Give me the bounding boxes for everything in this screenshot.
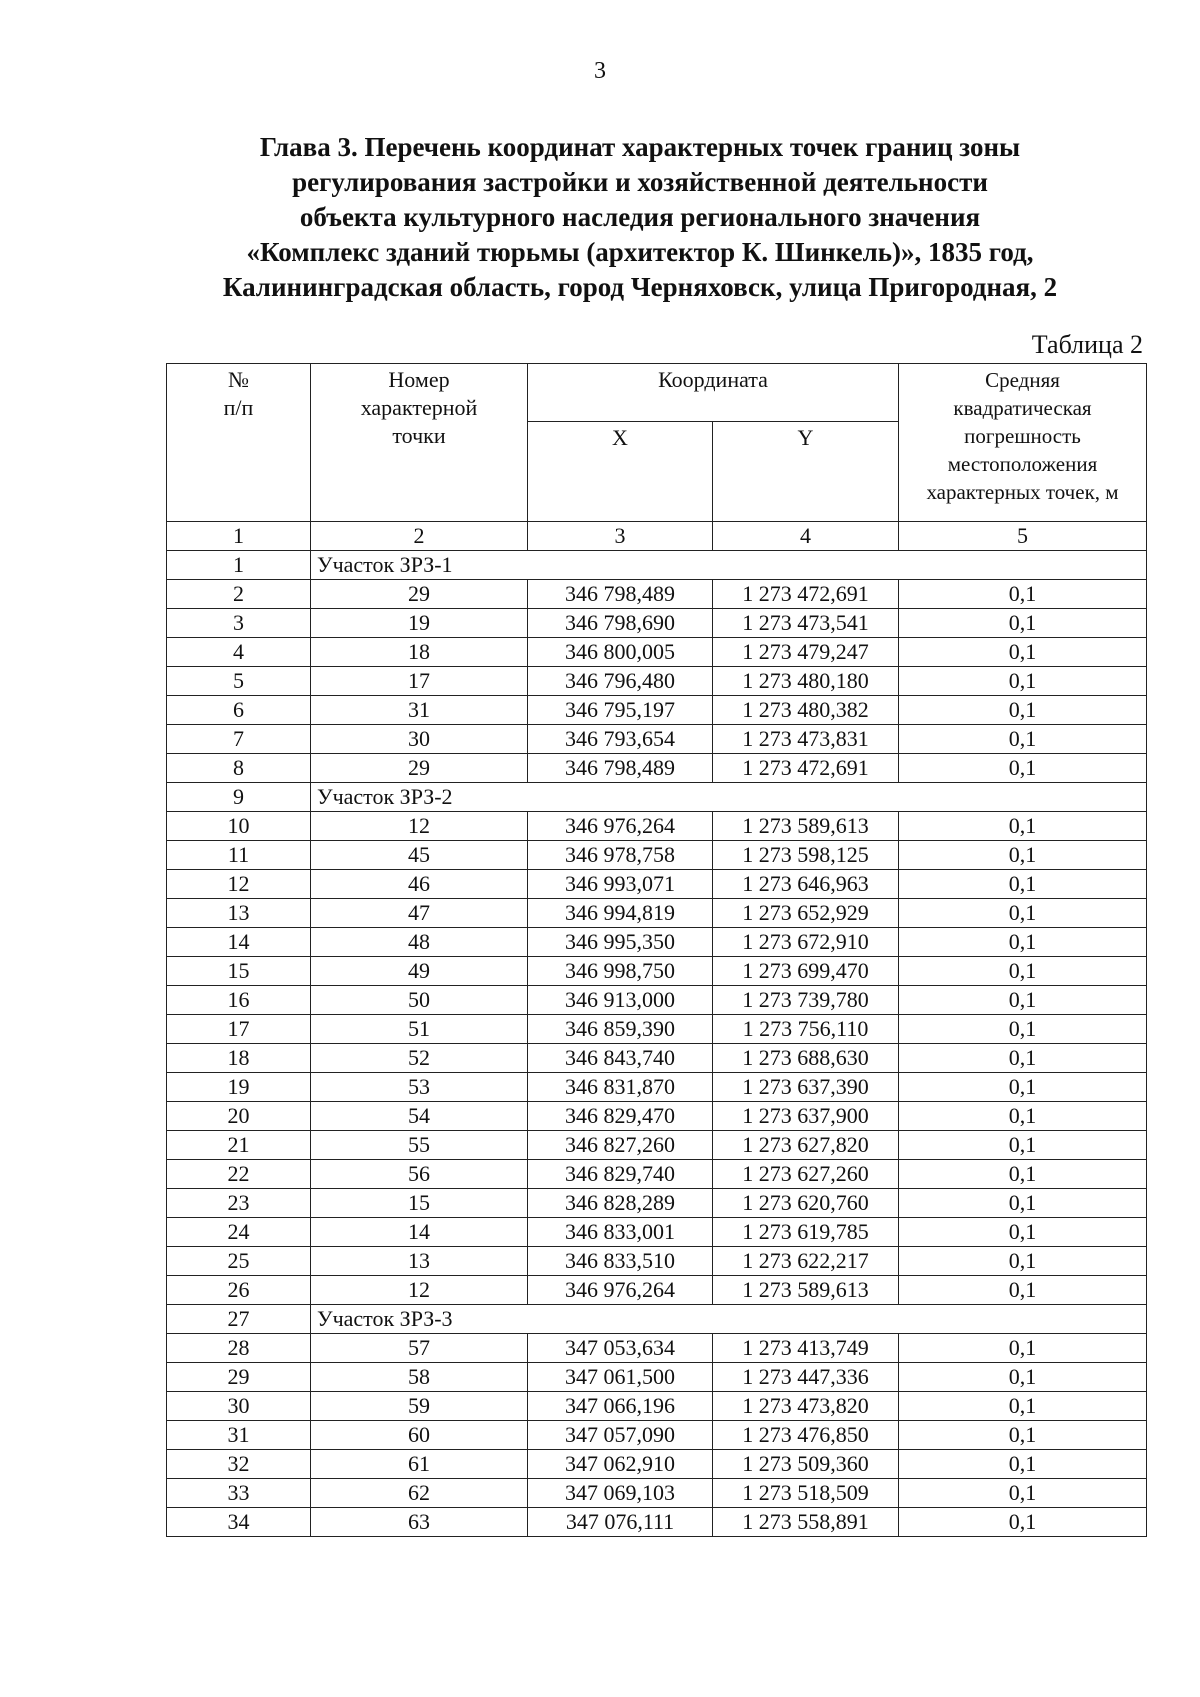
header-text: местоположения [947, 452, 1098, 476]
table-row [167, 957, 1147, 986]
y-coordinate-cell: 1 273 472,691 [713, 754, 899, 783]
error-cell: 0,1 [899, 1044, 1147, 1073]
row-number-cell: 1 [167, 551, 311, 580]
heading-line: Калининградская область, город Черняховск, улица Пригородная, 2 [222, 272, 1058, 302]
x-coordinate-cell: 346 798,489 [528, 754, 713, 783]
point-number-cell: 63 [311, 1508, 528, 1537]
point-number-cell: 31 [311, 696, 528, 725]
y-coordinate-cell: 1 273 589,613 [713, 812, 899, 841]
error-cell: 0,1 [899, 1363, 1147, 1392]
row-number-cell: 34 [167, 1508, 311, 1537]
x-coordinate-cell: 346 913,000 [528, 986, 713, 1015]
column-number: 4 [713, 522, 899, 551]
error-cell: 0,1 [899, 667, 1147, 696]
x-coordinate-cell: 347 069,103 [528, 1479, 713, 1508]
y-coordinate-cell: 1 273 479,247 [713, 638, 899, 667]
point-number-cell: 18 [311, 638, 528, 667]
error-cell: 0,1 [899, 899, 1147, 928]
x-coordinate-cell: 346 976,264 [528, 1276, 713, 1305]
point-number-cell: 57 [311, 1334, 528, 1363]
y-coordinate-cell: 1 273 622,217 [713, 1247, 899, 1276]
section-title-cell: Участок ЗРЗ-3 [311, 1305, 1147, 1334]
error-cell: 0,1 [899, 580, 1147, 609]
header-x: X [528, 421, 713, 521]
header-text: Номер [388, 367, 450, 392]
point-number-cell: 15 [311, 1189, 528, 1218]
x-coordinate-cell: 346 798,489 [528, 580, 713, 609]
table-row [167, 1218, 1147, 1247]
table-header [167, 364, 1147, 551]
row-number-cell: 25 [167, 1247, 311, 1276]
y-coordinate-cell: 1 273 518,509 [713, 1479, 899, 1508]
table-row [167, 1276, 1147, 1305]
table-row [167, 1073, 1147, 1102]
header-text: точки [392, 423, 446, 448]
row-number-cell: 4 [167, 638, 311, 667]
x-coordinate-cell: 346 833,510 [528, 1247, 713, 1276]
x-coordinate-cell: 346 828,289 [528, 1189, 713, 1218]
table-row [167, 1508, 1147, 1537]
x-coordinate-cell: 346 798,690 [528, 609, 713, 638]
y-coordinate-cell: 1 273 473,831 [713, 725, 899, 754]
header-text: характерной [360, 395, 478, 420]
y-coordinate-cell: 1 273 473,541 [713, 609, 899, 638]
y-coordinate-cell: 1 273 589,613 [713, 1276, 899, 1305]
point-number-cell: 58 [311, 1363, 528, 1392]
header-y: Y [713, 421, 899, 521]
y-coordinate-cell: 1 273 619,785 [713, 1218, 899, 1247]
table-row [167, 812, 1147, 841]
error-cell: 0,1 [899, 1102, 1147, 1131]
y-coordinate-cell: 1 273 480,180 [713, 667, 899, 696]
row-number-cell: 15 [167, 957, 311, 986]
table-row [167, 1363, 1147, 1392]
section-row [167, 783, 1147, 812]
page-number: 3 [594, 58, 606, 84]
table-row [167, 638, 1147, 667]
row-number-cell: 26 [167, 1276, 311, 1305]
table-row [167, 696, 1147, 725]
x-coordinate-cell: 346 800,005 [528, 638, 713, 667]
error-cell: 0,1 [899, 1421, 1147, 1450]
x-coordinate-cell: 346 998,750 [528, 957, 713, 986]
y-coordinate-cell: 1 273 472,691 [713, 580, 899, 609]
table-row [167, 1160, 1147, 1189]
error-cell: 0,1 [899, 754, 1147, 783]
x-coordinate-cell: 346 978,758 [528, 841, 713, 870]
y-coordinate-cell: 1 273 447,336 [713, 1363, 899, 1392]
table-row [167, 1450, 1147, 1479]
section-row [167, 551, 1147, 580]
row-number-cell: 18 [167, 1044, 311, 1073]
row-number-cell: 11 [167, 841, 311, 870]
point-number-cell: 50 [311, 986, 528, 1015]
error-cell: 0,1 [899, 1015, 1147, 1044]
y-coordinate-cell: 1 273 699,470 [713, 957, 899, 986]
row-number-cell: 20 [167, 1102, 311, 1131]
table-row [167, 870, 1147, 899]
section-row [167, 1305, 1147, 1334]
point-number-cell: 61 [311, 1450, 528, 1479]
point-number-cell: 59 [311, 1392, 528, 1421]
error-cell: 0,1 [899, 1218, 1147, 1247]
row-number-cell: 10 [167, 812, 311, 841]
x-coordinate-cell: 347 057,090 [528, 1421, 713, 1450]
chapter-heading [190, 130, 1090, 305]
x-coordinate-cell: 346 829,470 [528, 1102, 713, 1131]
row-number-cell: 2 [167, 580, 311, 609]
error-cell: 0,1 [899, 1450, 1147, 1479]
error-cell: 0,1 [899, 957, 1147, 986]
point-number-cell: 54 [311, 1102, 528, 1131]
table-row [167, 725, 1147, 754]
point-number-cell: 46 [311, 870, 528, 899]
table-row [167, 1334, 1147, 1363]
y-coordinate-cell: 1 273 637,900 [713, 1102, 899, 1131]
error-cell: 0,1 [899, 1131, 1147, 1160]
error-cell: 0,1 [899, 609, 1147, 638]
point-number-cell: 30 [311, 725, 528, 754]
point-number-cell: 12 [311, 812, 528, 841]
x-coordinate-cell: 346 993,071 [528, 870, 713, 899]
header-error [899, 364, 1147, 522]
row-number-cell: 29 [167, 1363, 311, 1392]
heading-line: «Комплекс зданий тюрьмы (архитектор К. Шинкель)», 1835 год, [246, 237, 1034, 267]
row-number-cell: 33 [167, 1479, 311, 1508]
x-coordinate-cell: 346 995,350 [528, 928, 713, 957]
table-caption: Таблица 2 [1031, 330, 1143, 359]
point-number-cell: 47 [311, 899, 528, 928]
error-cell: 0,1 [899, 841, 1147, 870]
y-coordinate-cell: 1 273 620,760 [713, 1189, 899, 1218]
table-row [167, 899, 1147, 928]
y-coordinate-cell: 1 273 652,929 [713, 899, 899, 928]
point-number-cell: 19 [311, 609, 528, 638]
header-text: Средняя [985, 368, 1060, 392]
x-coordinate-cell: 346 827,260 [528, 1131, 713, 1160]
header-row-number [167, 364, 311, 522]
y-coordinate-cell: 1 273 627,820 [713, 1131, 899, 1160]
row-number-cell: 22 [167, 1160, 311, 1189]
point-number-cell: 17 [311, 667, 528, 696]
row-number-cell: 17 [167, 1015, 311, 1044]
y-coordinate-cell: 1 273 509,360 [713, 1450, 899, 1479]
error-cell: 0,1 [899, 870, 1147, 899]
section-title-cell: Участок ЗРЗ-1 [311, 551, 1147, 580]
y-coordinate-cell: 1 273 476,850 [713, 1421, 899, 1450]
point-number-cell: 29 [311, 580, 528, 609]
x-coordinate-cell: 346 976,264 [528, 812, 713, 841]
row-number-cell: 9 [167, 783, 311, 812]
x-coordinate-cell: 346 795,197 [528, 696, 713, 725]
error-cell: 0,1 [899, 1160, 1147, 1189]
table-row [167, 1479, 1147, 1508]
error-cell: 0,1 [899, 1508, 1147, 1537]
x-coordinate-cell: 346 796,480 [528, 667, 713, 696]
column-number: 1 [167, 522, 311, 551]
error-cell: 0,1 [899, 1392, 1147, 1421]
table-row [167, 754, 1147, 783]
x-coordinate-cell: 346 831,870 [528, 1073, 713, 1102]
error-cell: 0,1 [899, 638, 1147, 667]
row-number-cell: 13 [167, 899, 311, 928]
table-row [167, 1247, 1147, 1276]
error-cell: 0,1 [899, 1189, 1147, 1218]
header-text: характерных точек, м [926, 480, 1119, 504]
y-coordinate-cell: 1 273 688,630 [713, 1044, 899, 1073]
table-row [167, 1015, 1147, 1044]
table-row [167, 667, 1147, 696]
y-coordinate-cell: 1 273 646,963 [713, 870, 899, 899]
point-number-cell: 45 [311, 841, 528, 870]
header-text: № [228, 367, 249, 392]
row-number-cell: 27 [167, 1305, 311, 1334]
x-coordinate-cell: 346 829,740 [528, 1160, 713, 1189]
row-number-cell: 6 [167, 696, 311, 725]
column-number: 2 [311, 522, 528, 551]
x-coordinate-cell: 347 066,196 [528, 1392, 713, 1421]
table-row [167, 1392, 1147, 1421]
x-coordinate-cell: 346 994,819 [528, 899, 713, 928]
x-coordinate-cell: 346 833,001 [528, 1218, 713, 1247]
coordinates-table [166, 363, 1147, 1537]
y-coordinate-cell: 1 273 558,891 [713, 1508, 899, 1537]
row-number-cell: 8 [167, 754, 311, 783]
heading-line: регулирования застройки и хозяйственной деятельности [292, 167, 988, 197]
point-number-cell: 52 [311, 1044, 528, 1073]
x-coordinate-cell: 346 843,740 [528, 1044, 713, 1073]
y-coordinate-cell: 1 273 739,780 [713, 986, 899, 1015]
row-number-cell: 5 [167, 667, 311, 696]
table-body [167, 551, 1147, 1537]
row-number-cell: 24 [167, 1218, 311, 1247]
error-cell: 0,1 [899, 725, 1147, 754]
row-number-cell: 16 [167, 986, 311, 1015]
table-row [167, 928, 1147, 957]
heading-line: объекта культурного наследия регионального значения [299, 202, 981, 232]
table-row [167, 986, 1147, 1015]
error-cell: 0,1 [899, 1073, 1147, 1102]
point-number-cell: 53 [311, 1073, 528, 1102]
header-point-number [311, 364, 528, 522]
x-coordinate-cell: 347 053,634 [528, 1334, 713, 1363]
error-cell: 0,1 [899, 1479, 1147, 1508]
row-number-cell: 21 [167, 1131, 311, 1160]
row-number-cell: 7 [167, 725, 311, 754]
table-row [167, 580, 1147, 609]
table-row [167, 1421, 1147, 1450]
column-number: 5 [899, 522, 1147, 551]
point-number-cell: 60 [311, 1421, 528, 1450]
error-cell: 0,1 [899, 696, 1147, 725]
y-coordinate-cell: 1 273 598,125 [713, 841, 899, 870]
y-coordinate-cell: 1 273 413,749 [713, 1334, 899, 1363]
row-number-cell: 30 [167, 1392, 311, 1421]
y-coordinate-cell: 1 273 473,820 [713, 1392, 899, 1421]
x-coordinate-cell: 346 859,390 [528, 1015, 713, 1044]
heading-line: Глава 3. Перечень координат характерных точек границ зоны [259, 132, 1021, 162]
point-number-cell: 13 [311, 1247, 528, 1276]
table-row [167, 1044, 1147, 1073]
table-row [167, 1131, 1147, 1160]
row-number-cell: 14 [167, 928, 311, 957]
y-coordinate-cell: 1 273 672,910 [713, 928, 899, 957]
header-text: погрешность [964, 424, 1081, 448]
error-cell: 0,1 [899, 986, 1147, 1015]
error-cell: 0,1 [899, 1247, 1147, 1276]
point-number-cell: 12 [311, 1276, 528, 1305]
error-cell: 0,1 [899, 1276, 1147, 1305]
point-number-cell: 14 [311, 1218, 528, 1247]
y-coordinate-cell: 1 273 480,382 [713, 696, 899, 725]
y-coordinate-cell: 1 273 756,110 [713, 1015, 899, 1044]
section-title-cell: Участок ЗРЗ-2 [311, 783, 1147, 812]
point-number-cell: 29 [311, 754, 528, 783]
table-row [167, 609, 1147, 638]
header-coordinate: Координата [528, 364, 899, 422]
table-row [167, 1189, 1147, 1218]
table-row [167, 841, 1147, 870]
row-number-cell: 23 [167, 1189, 311, 1218]
row-number-cell: 32 [167, 1450, 311, 1479]
table-row [167, 1102, 1147, 1131]
point-number-cell: 48 [311, 928, 528, 957]
row-number-cell: 12 [167, 870, 311, 899]
row-number-cell: 28 [167, 1334, 311, 1363]
row-number-cell: 31 [167, 1421, 311, 1450]
y-coordinate-cell: 1 273 627,260 [713, 1160, 899, 1189]
x-coordinate-cell: 347 061,500 [528, 1363, 713, 1392]
point-number-cell: 62 [311, 1479, 528, 1508]
y-coordinate-cell: 1 273 637,390 [713, 1073, 899, 1102]
point-number-cell: 51 [311, 1015, 528, 1044]
column-number: 3 [528, 522, 713, 551]
point-number-cell: 56 [311, 1160, 528, 1189]
row-number-cell: 19 [167, 1073, 311, 1102]
error-cell: 0,1 [899, 812, 1147, 841]
x-coordinate-cell: 347 062,910 [528, 1450, 713, 1479]
x-coordinate-cell: 347 076,111 [528, 1508, 713, 1537]
point-number-cell: 55 [311, 1131, 528, 1160]
point-number-cell: 49 [311, 957, 528, 986]
row-number-cell: 3 [167, 609, 311, 638]
header-text: квадратическая [953, 396, 1092, 420]
header-text: п/п [223, 395, 254, 420]
error-cell: 0,1 [899, 928, 1147, 957]
error-cell: 0,1 [899, 1334, 1147, 1363]
x-coordinate-cell: 346 793,654 [528, 725, 713, 754]
